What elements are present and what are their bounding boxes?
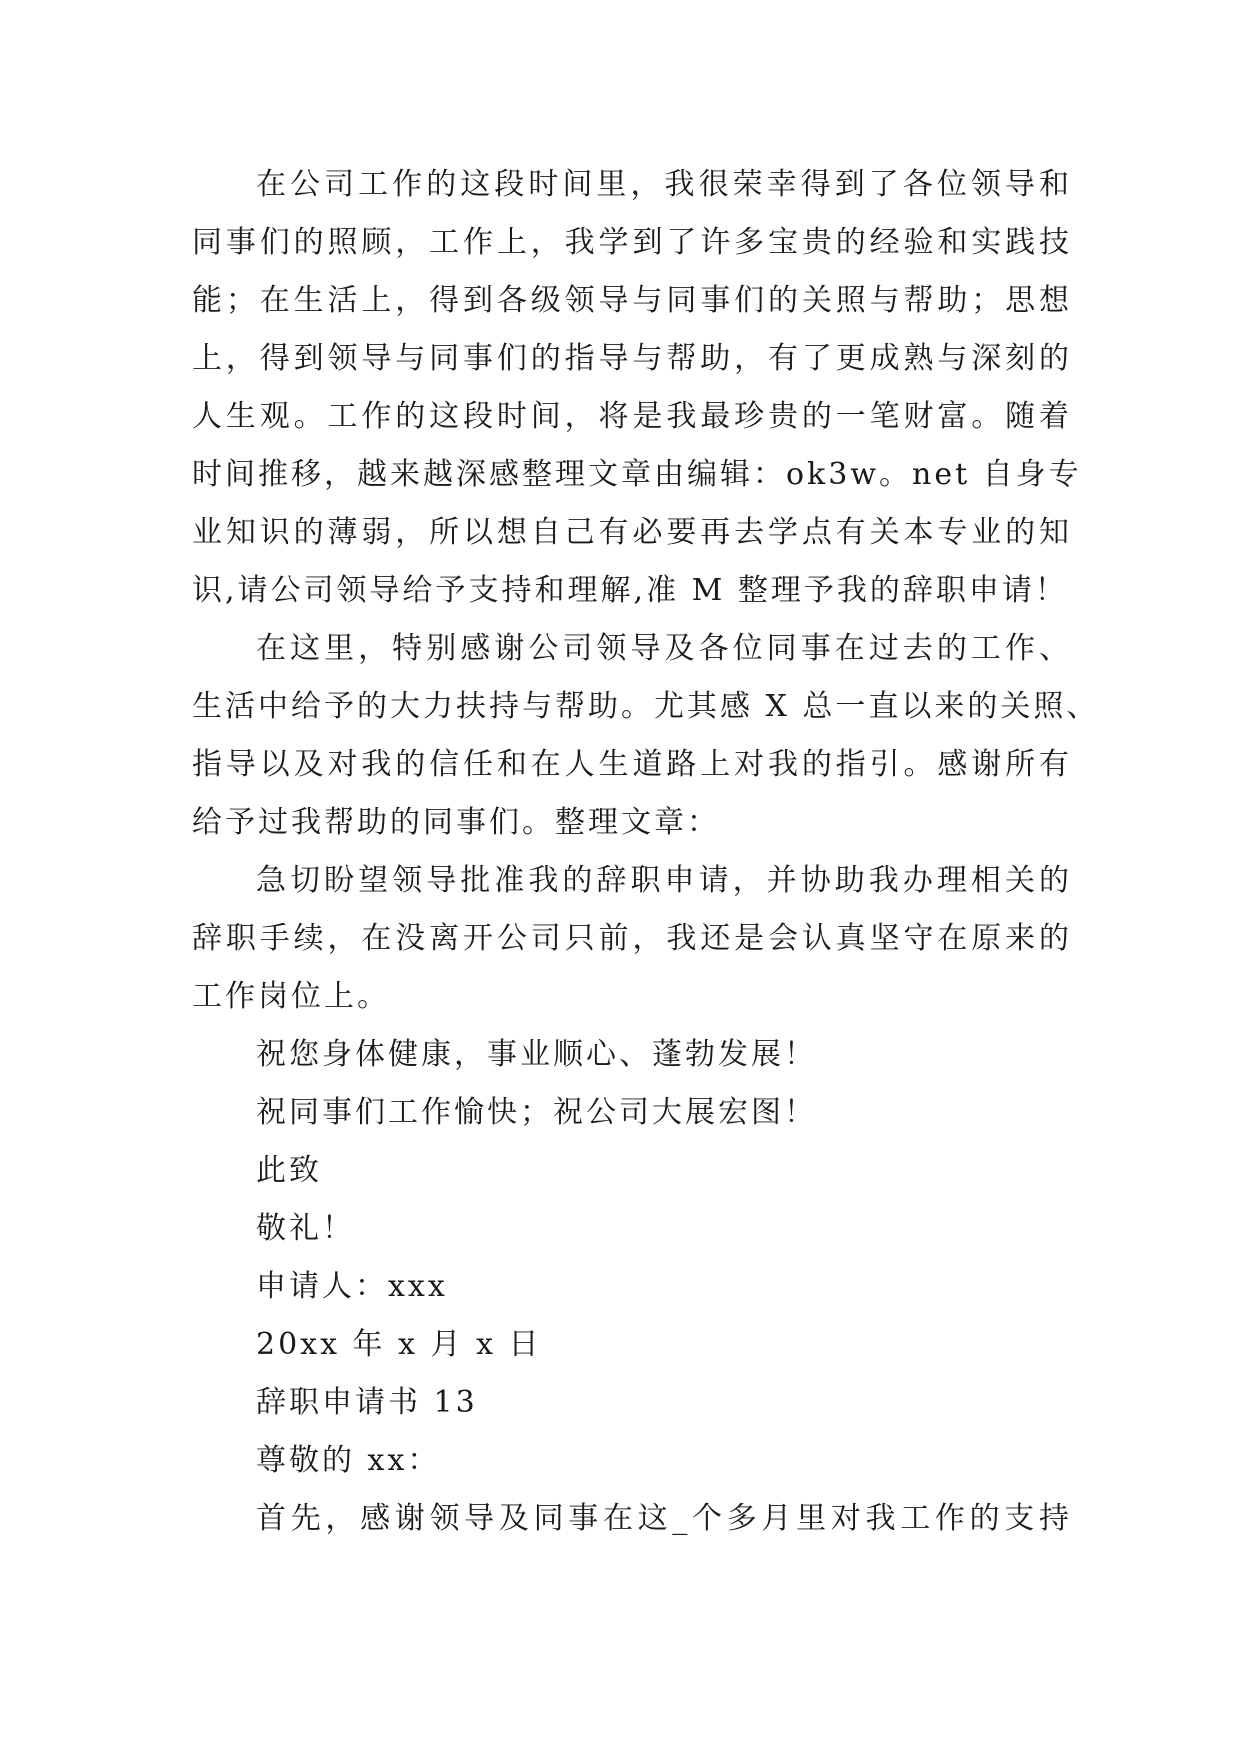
greeting-line: 尊敬的 xx：	[256, 1443, 441, 1478]
wish-line-2: 祝同事们工作愉快；祝公司大展宏图！	[256, 1095, 817, 1130]
date-line: 20xx 年 x 月 x 日	[256, 1327, 542, 1362]
paragraph-2-line-1: 在这里，特别感谢公司领导及各位同事在过去的工作、	[256, 631, 1072, 666]
paragraph-3-line-2: 辞职手续，在没离开公司只前，我还是会认真坚守在原来的	[192, 921, 1072, 956]
paragraph-1-line-7: 业知识的薄弱，所以想自己有必要再去学点有关本专业的知	[192, 515, 1072, 550]
paragraph-2-line-3: 指导以及对我的信任和在人生道路上对我的指引。感谢所有	[192, 747, 1072, 782]
paragraph-1-line-1: 在公司工作的这段时间里，我很荣幸得到了各位领导和	[256, 167, 1072, 202]
paragraph-2-line-2: 生活中给予的大力扶持与帮助。尤其感 X 总一直以来的关照、	[192, 689, 1100, 724]
paragraph-1-line-8: 识,请公司领导给予支持和理解,准 M 整理予我的辞职申请！	[192, 573, 1068, 608]
body-first-line: 首先，感谢领导及同事在这_个多月里对我工作的支持	[256, 1501, 1072, 1536]
closing-line: 此致	[256, 1153, 322, 1188]
wish-line-1: 祝您身体健康，事业顺心、蓬勃发展！	[256, 1037, 817, 1072]
paragraph-3-line-1: 急切盼望领导批准我的辞职申请，并协助我办理相关的	[256, 863, 1072, 898]
salutation-line: 敬礼！	[256, 1211, 355, 1246]
paragraph-2-line-4: 给予过我帮助的同事们。整理文章：	[192, 805, 720, 840]
paragraph-1-line-4: 上，得到领导与同事们的指导与帮助，有了更成熟与深刻的	[192, 341, 1072, 376]
applicant-line: 申请人：xxx	[256, 1269, 448, 1304]
paragraph-3-line-3: 工作岗位上。	[192, 979, 390, 1014]
paragraph-1-line-5: 人生观。工作的这段时间，将是我最珍贵的一笔财富。随着	[192, 399, 1072, 434]
paragraph-1-line-3: 能；在生活上，得到各级领导与同事们的关照与帮助；思想	[192, 283, 1072, 318]
paragraph-1-line-2: 同事们的照顾，工作上，我学到了许多宝贵的经验和实践技	[192, 225, 1072, 260]
paragraph-1-line-6: 时间推移，越来越深感整理文章由编辑：ok3w。net 自身专	[192, 457, 1082, 492]
letter-heading: 辞职申请书 13	[256, 1385, 478, 1420]
